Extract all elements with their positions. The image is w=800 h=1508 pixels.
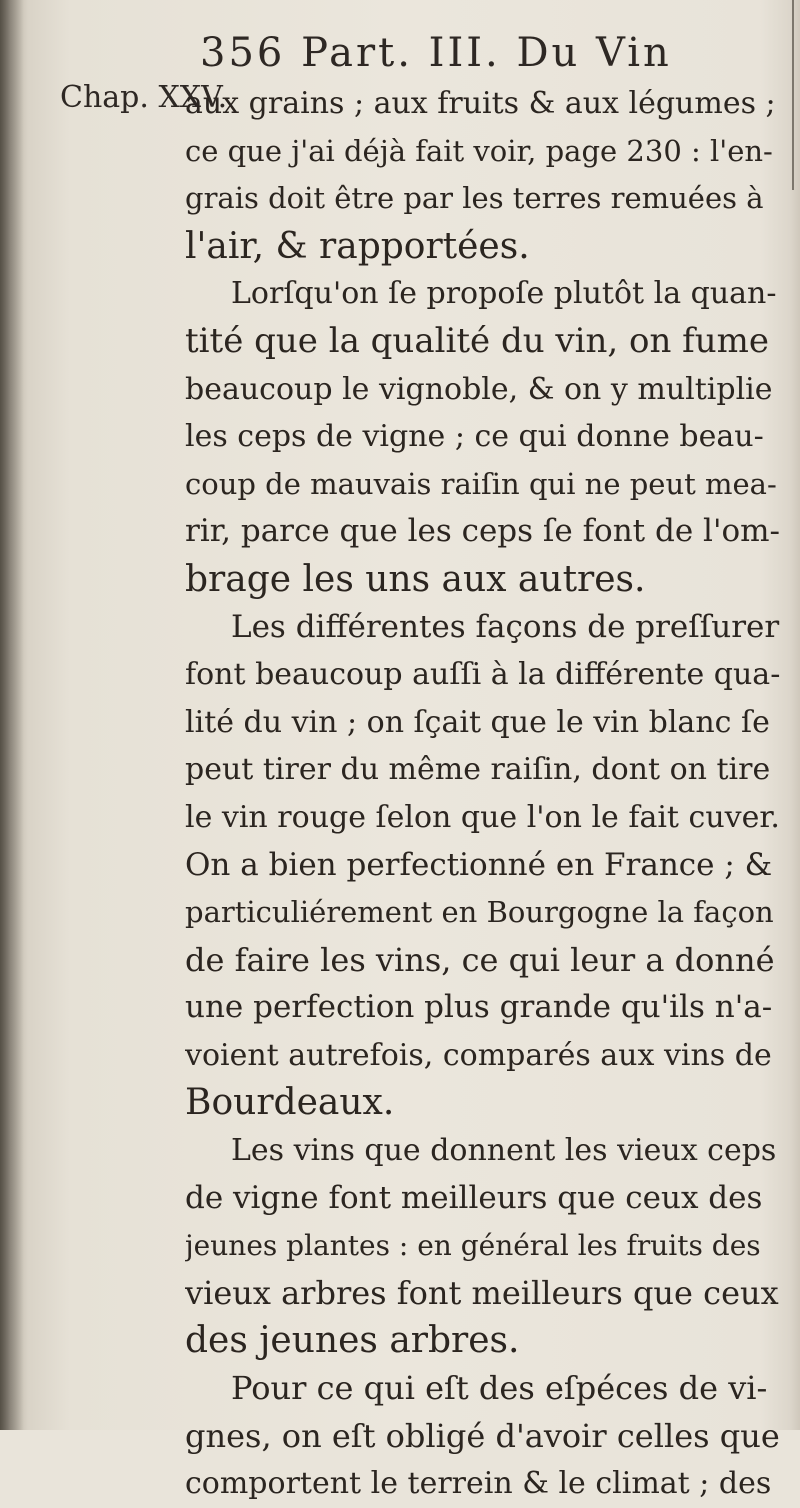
- text-line: de vigne font meilleurs que ceux des: [185, 1179, 763, 1216]
- text-line: coup de mauvais raiſin qui ne peut mea-: [185, 466, 777, 501]
- paragraph-start-line: Lorſqu'on ſe propoſe plutôt la quan-: [231, 276, 777, 312]
- text-line: l'air, & rapportées.: [185, 225, 530, 267]
- text-line: jeunes plantes : en général les fruits des: [185, 1229, 761, 1263]
- body-text: [185, 80, 780, 1508]
- page-edge-line: [792, 0, 794, 190]
- text-line: une perfection plus grande qu'ils n'a-: [185, 989, 773, 1026]
- text-line: lité du vin ; on ſçait que le vin blanc ſe: [185, 704, 770, 740]
- running-head: 356 Part. III. Du Vin: [200, 30, 672, 76]
- text-line: font beaucoup auſſi à la différente qua-: [185, 657, 780, 693]
- text-line: grais doit être par les terres remuées à: [185, 181, 764, 216]
- paragraph-start-line: Les vins que donnent les vieux ceps: [231, 1133, 777, 1169]
- text-line: voient autrefois, comparés aux vins de: [185, 1037, 772, 1073]
- text-line: gnes, on eſt obligé d'avoir celles que: [185, 1416, 780, 1455]
- text-line: brage les uns aux autres.: [185, 558, 646, 600]
- text-line: On a bien perfectionné en France ; &: [185, 846, 773, 883]
- text-line: particuliérement en Bourgogne la façon: [185, 895, 774, 930]
- text-line: comportent le terrein & le climat ; des: [185, 1466, 772, 1502]
- text-line: peut tirer du même raiſin, dont on tire: [185, 752, 771, 788]
- text-line: les ceps de vigne ; ce qui donne beau-: [185, 419, 764, 455]
- text-line: des jeunes arbres.: [185, 1320, 520, 1362]
- text-line: le vin rouge ſelon que l'on le fait cuver.: [185, 799, 780, 835]
- paragraph-start-line: Les différentes façons de preſſurer: [231, 608, 780, 645]
- text-line: aux grains ; aux fruits & aux légumes ;: [185, 86, 776, 121]
- text-line: Bourdeaux.: [185, 1082, 395, 1124]
- text-line: tité que la qualité du vin, on fume: [185, 320, 770, 361]
- text-line: ce que j'ai déjà fait voir, page 230 : l'en-: [185, 133, 773, 168]
- text-line: de faire les vins, ce qui leur a donné: [185, 940, 775, 979]
- chapter-margin-note: Chap. XXV.: [60, 80, 228, 115]
- binding-shadow: [0, 0, 24, 1430]
- text-line: beaucoup le vignoble, & on y multiplie: [185, 371, 773, 407]
- paragraph-start-line: Pour ce qui eſt des eſpéces de vi-: [231, 1369, 768, 1408]
- text-line: rir, parce que les ceps ſe font de l'om-: [185, 513, 780, 550]
- text-line: vieux arbres font meilleurs que ceux: [185, 1273, 779, 1312]
